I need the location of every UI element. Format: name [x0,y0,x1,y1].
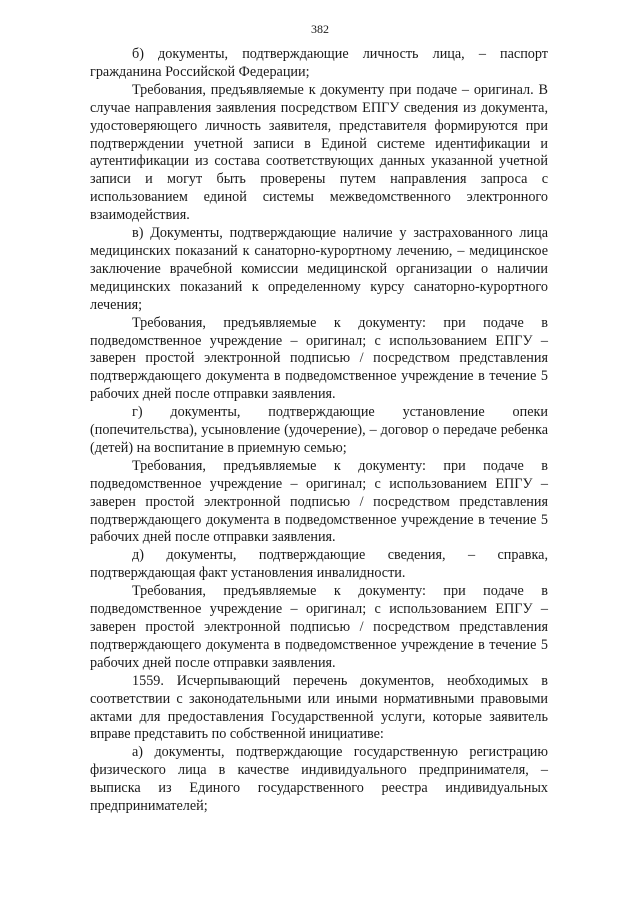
page-number: 382 [311,22,329,36]
paragraph-1559-exhaustive-list: 1559. Исчерпывающий перечень документов, необходимых в соответствии с законодательными или иными нормативными правовыми актами для предоставления Государственной услуги, которые заявитель вправе представить по собственной инициативе: [90,672,548,743]
paragraph-v-medical-indications: в) Документы, подтверждающие наличие у застрахованного лица медицинских показаний к санаторно-курортному лечению, – медицинское заключение врачебной комиссии медицинской организации о наличии медицинских показаний к определенному курсу санаторно-курортного лечения; [90,225,548,313]
document-body [90,46,548,816]
paragraph-requirements-d: Требования, предъявляемые к документу: при подаче в подведомственное учреждение – оригинал; с использованием ЕПГУ – заверен простой электронной подписью / посредством представления подтверждающего документа в подведомственное учреждение в течение 5 рабочих дней после отправки заявления. [90,583,548,671]
paragraph-requirements-original: Требования, предъявляемые к документу при подаче – оригинал. В случае направления заявления посредством ЕПГУ сведения из документа, удостоверяющего личность заявителя, представителя формируются при подтверждении учетной записи в Единой системе идентификации и аутентификации из состава соответствующих данных указанной учетной записи и могут быть проверены путем направления запроса с использованием единой системы межведомственного электронного взаимодействия. [90,81,548,224]
paragraph-a-entrepreneur-registration: а) документы, подтверждающие государственную регистрацию физического лица в качестве индивидуального предпринимателя, – выписка из Единого государственного реестра индивидуальных предпринимателей; [90,744,548,815]
paragraph-requirements-g: Требования, предъявляемые к документу: при подаче в подведомственное учреждение – оригинал; с использованием ЕПГУ – заверен простой электронной подписью / посредством представления подтверждающего документа в подведомственное учреждение в течение 5 рабочих дней после отправки заявления. [90,457,548,546]
paragraph-b-identity-docs: б) документы, подтверждающие личность лица, – паспорт гражданина Российской Федерации; [90,46,548,80]
paragraph-d-disability: д) документы, подтверждающие сведения, – справка, подтверждающая факт установления инвалидности. [90,547,548,582]
paragraph-requirements-v: Требования, предъявляемые к документу: при подаче в подведомственное учреждение – оригинал; с использованием ЕПГУ – заверен простой электронной подписью / посредством представления подтверждающего документа в подведомственное учреждение в течение 5 рабочих дней после отправки заявления. [90,314,548,403]
paragraph-g-guardianship: г) документы, подтверждающие установление опеки (попечительства), усыновление (удочерение), – договор о передаче ребенка (детей) на воспитание в приемную семью; [90,404,548,456]
